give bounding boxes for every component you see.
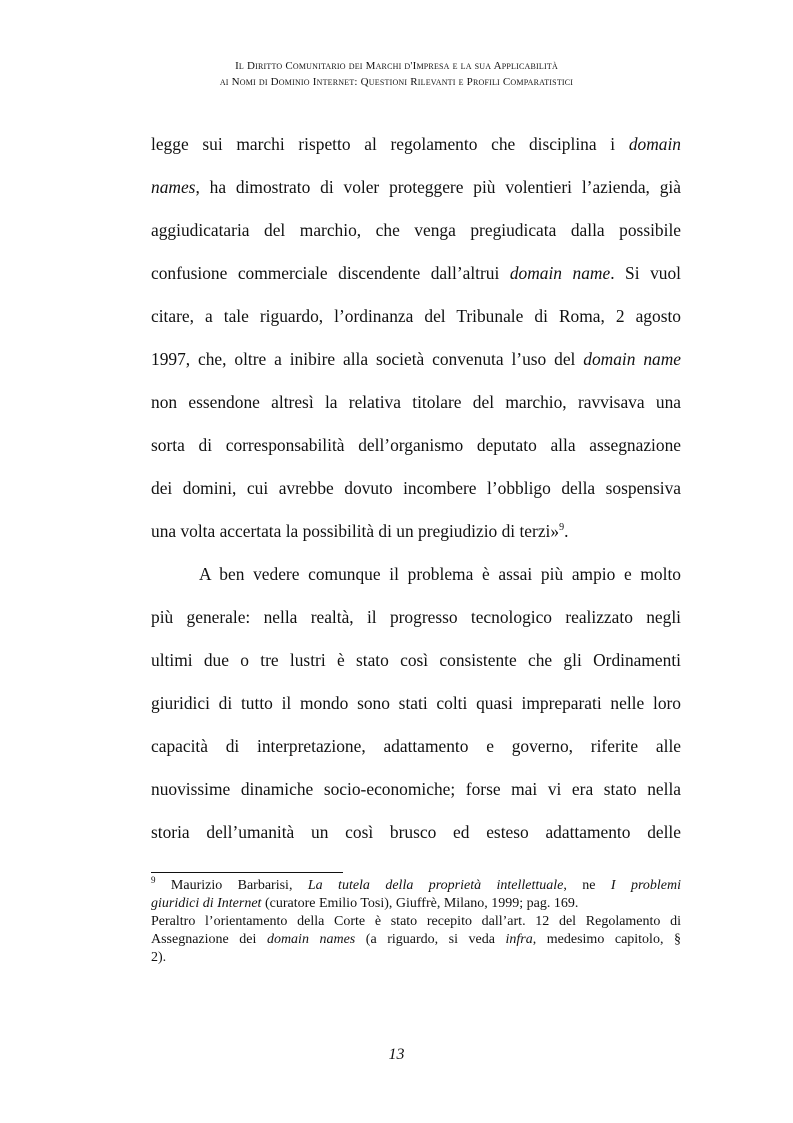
text-line: storia dell’umanità un così brusco ed esteso adattamento delle (151, 822, 681, 842)
running-header-line-2: ai Nomi di Dominio Internet: Questioni Rilevanti e Profili Comparatistici (219, 76, 574, 88)
text-line: confusione commerciale discendente dall’altrui domain name. Si vuol (151, 263, 681, 283)
running-header-line-1: Il Diritto Comunitario dei Marchi d'Impresa e la sua Applicabilità (235, 60, 558, 72)
footnote-line: 2). (151, 950, 167, 965)
text-line: una volta accertata la possibilità di un pregiudizio di terzi»$^9$. (151, 521, 569, 541)
footnote-line: Assegnazione dei domain names (a riguardo, si veda infra, medesimo capitolo, § (151, 932, 681, 947)
text-line: citare, a tale riguardo, l’ordinanza del Tribunale di Roma, 2 agosto (151, 306, 681, 326)
text-line: 1997, che, oltre a inibire alla società convenuta l’uso del domain name (151, 349, 681, 369)
text-line: names, ha dimostrato di voler proteggere più volentieri l’azienda, già (151, 177, 681, 197)
text-line: più generale: nella realtà, il progresso tecnologico realizzato negli (151, 607, 681, 627)
footnote-line: giuridici di Internet (curatore Emilio Tosi), Giuffrè, Milano, 1999; pag. 169. (151, 896, 579, 911)
text-line: nuovissime dinamiche socio-economiche; forse mai vi era stato nella (151, 779, 681, 799)
footnote-number: 9 (151, 875, 156, 885)
footnote-separator (151, 872, 343, 873)
text-line: giuridici di tutto il mondo sono stati colti quasi impreparati nelle loro (151, 693, 681, 713)
text-line: aggiudicataria del marchio, che venga pregiudicata dalla possibile (151, 220, 681, 240)
footnote-line: Peraltro l’orientamento della Corte è stato recepito dall’art. 12 del Regolamento di (151, 914, 681, 929)
text-line: A ben vedere comunque il problema è assai più ampio e molto (199, 564, 681, 584)
text-line: dei domini, cui avrebbe dovuto incombere l’obbligo della sospensiva (151, 478, 681, 498)
text-line: non essendone altresì la relativa titolare del marchio, ravvisava una (151, 392, 681, 412)
text-line: capacità di interpretazione, adattamento e governo, riferite alle (151, 736, 681, 756)
text-line: legge sui marchi rispetto al regolamento che disciplina i domain (151, 134, 681, 154)
footnote-reference[interactable]: 9 (559, 522, 565, 533)
text-line: sorta di corresponsabilità dell’organismo deputato alla assegnazione (151, 435, 681, 455)
page-number: 13 (388, 1046, 405, 1063)
text-line: ultimi due o tre lustri è stato così consistente che gli Ordinamenti (151, 650, 681, 670)
footnote-line: $^9$ Maurizio Barbarisi, La tutela della proprietà intellettuale, ne I problemi (151, 875, 682, 893)
